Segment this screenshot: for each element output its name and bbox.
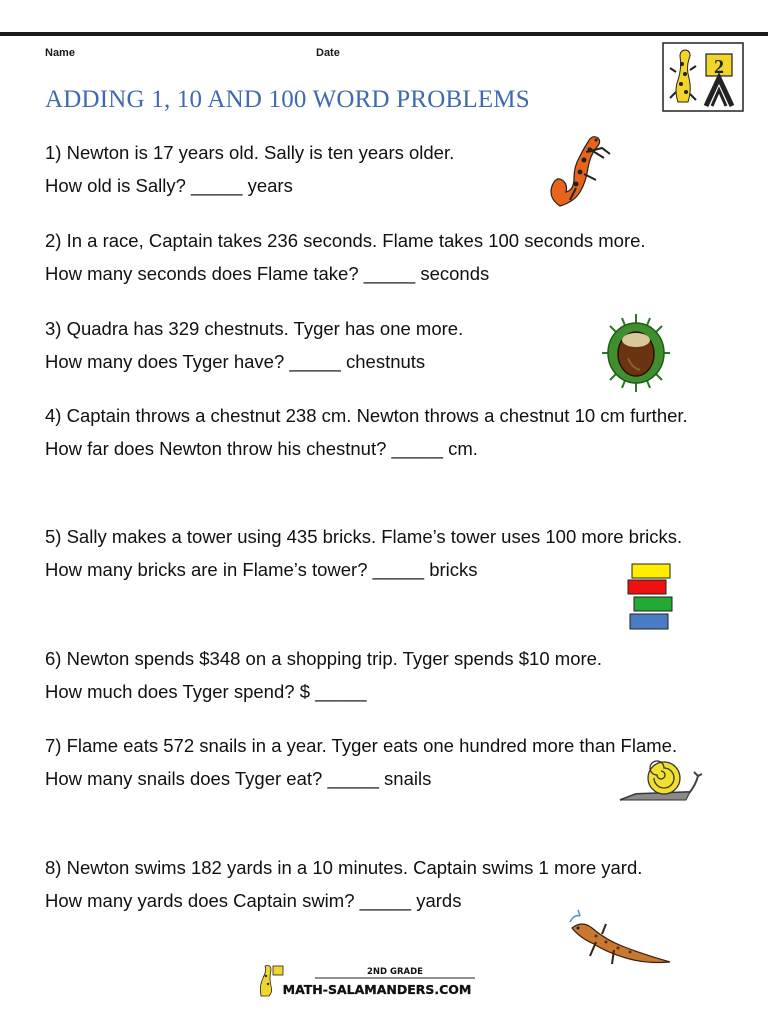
problem-question: 1) Newton is 17 years old. Sally is ten years older.	[45, 142, 455, 163]
footer-grade: 2ND GRADE	[366, 967, 424, 977]
problem-2	[45, 224, 735, 290]
problem-ask: How many yards does Captain swim? _____ yards	[45, 890, 462, 911]
logo-badge: 2	[714, 56, 724, 78]
problem-1	[45, 136, 735, 202]
swimming-salamander-icon	[566, 906, 674, 972]
name-label: Name	[45, 47, 75, 59]
chestnut-icon	[598, 312, 674, 394]
problem-ask: How many bricks are in Flame’s tower? _____ bricks	[45, 559, 478, 580]
problem-question: 8) Newton swims 182 yards in a 10 minutes. Captain swims 1 more yard.	[45, 857, 643, 878]
problem-question: 4) Captain throws a chestnut 238 cm. Newton throws a chestnut 10 cm further.	[45, 405, 688, 426]
problem-ask: How far does Newton throw his chestnut? _____ cm.	[45, 438, 478, 459]
problem-ask: How many does Tyger have? _____ chestnuts	[45, 351, 426, 372]
date-label: Date	[316, 47, 340, 59]
math-salamanders-logo-icon	[662, 42, 744, 112]
problem-ask: How much does Tyger spend? $ _____	[45, 681, 367, 702]
problem-question: 2) In a race, Captain takes 236 seconds. Flame takes 100 seconds more.	[45, 230, 646, 251]
problem-question: 6) Newton spends $348 on a shopping trip. Tyger spends $10 more.	[45, 648, 603, 669]
problem-question: 7) Flame eats 572 snails in a year. Tyger eats one hundred more than Flame.	[45, 735, 678, 756]
top-rule	[0, 32, 768, 36]
problem-question: 5) Sally makes a tower using 435 bricks. Flame’s tower uses 100 more bricks.	[45, 526, 683, 547]
snail-icon	[616, 758, 708, 804]
brick-tower-icon	[624, 562, 676, 634]
footer-site: MATH-SALAMANDERS.COM	[282, 982, 472, 997]
salamander-icon	[540, 128, 620, 210]
problem-ask: How many seconds does Flame take? _____ seconds	[45, 263, 490, 284]
problem-6	[45, 642, 735, 708]
problem-ask: How old is Sally? _____ years	[45, 175, 293, 196]
problem-4	[45, 399, 735, 465]
footer-salamander-icon	[260, 966, 271, 997]
problem-ask: How many snails does Tyger eat? _____ snails	[45, 768, 432, 789]
problem-question: 3) Quadra has 329 chestnuts. Tyger has one more.	[45, 318, 464, 339]
footer-branding	[255, 962, 480, 1000]
worksheet-title: ADDING 1, 10 AND 100 WORD PROBLEMS	[45, 86, 530, 113]
